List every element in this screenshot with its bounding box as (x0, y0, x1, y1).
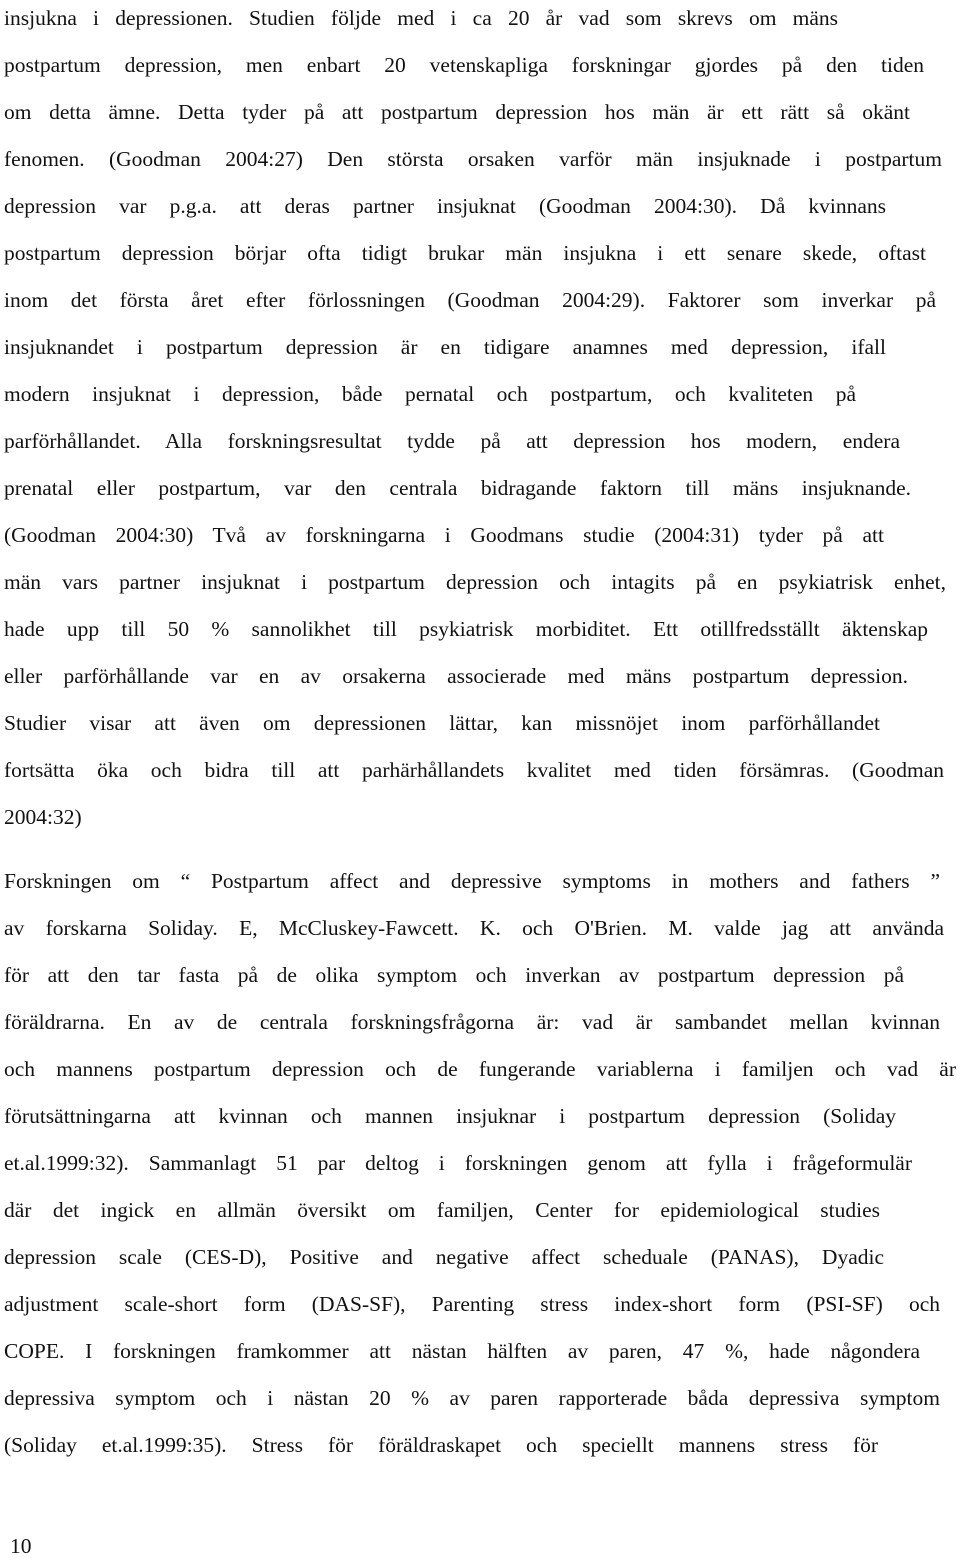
page-number: 10 (10, 1534, 32, 1558)
paragraph-1 (4, 0, 946, 841)
paragraph-2 (4, 858, 956, 1469)
text-line: om detta ämne. Detta tyder på att postpartum depression hos män är ett rätt så okänt (4, 100, 910, 124)
text-line: depression scale (CES-D), Positive and negative affect scheduale (PANAS), Dyadic (4, 1245, 884, 1269)
text-line: eller parförhållande var en av orsakerna associerade med mäns postpartum depression. (4, 664, 908, 688)
text-line: postpartum depression, men enbart 20 vetenskapliga forskningar gjordes på den tiden (4, 53, 924, 77)
text-line: depression var p.g.a. att deras partner insjuknat (Goodman 2004:30). Då kvinnans (4, 194, 886, 218)
text-line: och mannens postpartum depression och de fungerande variablerna i familjen och vad är (4, 1057, 956, 1081)
text-line: Forskningen om “ Postpartum affect and depressive symptoms in mothers and fathers ” (4, 869, 940, 893)
text-line: för att den tar fasta på de olika symptom och inverkan av postpartum depression på (4, 963, 904, 987)
text-line: föräldrarna. En av de centrala forskningsfrågorna är: vad är sambandet mellan kvinnan (4, 1010, 940, 1034)
text-line: inom det första året efter förlossningen (Goodman 2004:29). Faktorer som inverkar på (4, 288, 936, 312)
text-line: 2004:32) (4, 805, 82, 829)
text-line: insjukna i depressionen. Studien följde med i ca 20 år vad som skrevs om mäns (4, 6, 838, 30)
text-line: (Soliday et.al.1999:35). Stress för föräldraskapet och speciellt mannens stress för (4, 1433, 878, 1457)
text-line: adjustment scale-short form (DAS-SF), Parenting stress index-short form (PSI-SF) och (4, 1292, 940, 1316)
text-line: parförhållandet. Alla forskningsresultat tydde på att depression hos modern, endera (4, 429, 900, 453)
text-line: prenatal eller postpartum, var den centrala bidragande faktorn till mäns insjuknande. (4, 476, 911, 500)
document-page (4, 0, 956, 1561)
text-line: postpartum depression börjar ofta tidigt brukar män insjukna i ett senare skede, oftast (4, 241, 926, 265)
text-line: hade upp till 50 % sannolikhet till psykiatrisk morbiditet. Ett otillfredsställt äktenskap (4, 617, 928, 641)
text-line: COPE. I forskningen framkommer att nästan hälften av paren, 47 %, hade någondera (4, 1339, 920, 1363)
text-line: män vars partner insjuknat i postpartum depression och intagits på en psykiatrisk enhet, (4, 570, 946, 594)
text-line: fenomen. (Goodman 2004:27) Den största orsaken varför män insjuknade i postpartum (4, 147, 942, 171)
text-line: insjuknandet i postpartum depression är en tidigare anamnes med depression, ifall (4, 335, 886, 359)
text-line: där det ingick en allmän översikt om familjen, Center for epidemiological studies (4, 1198, 880, 1222)
text-line: fortsätta öka och bidra till att parhärhållandets kvalitet med tiden försämras. (Goodman (4, 758, 944, 782)
text-line: Studier visar att även om depressionen lättar, kan missnöjet inom parförhållandet (4, 711, 880, 735)
text-line: förutsättningarna att kvinnan och mannen insjuknar i postpartum depression (Soliday (4, 1104, 896, 1128)
text-line: depressiva symptom och i nästan 20 % av paren rapporterade båda depressiva symptom (4, 1386, 940, 1410)
text-line: modern insjuknat i depression, både pernatal och postpartum, och kvaliteten på (4, 382, 856, 406)
text-line: et.al.1999:32). Sammanlagt 51 par deltog i forskningen genom att fylla i frågeformulär (4, 1151, 912, 1175)
text-line: (Goodman 2004:30) Två av forskningarna i Goodmans studie (2004:31) tyder på att (4, 523, 884, 547)
text-line: av forskarna Soliday. E, McCluskey-Fawcett. K. och O'Brien. M. valde jag att använda (4, 916, 944, 940)
